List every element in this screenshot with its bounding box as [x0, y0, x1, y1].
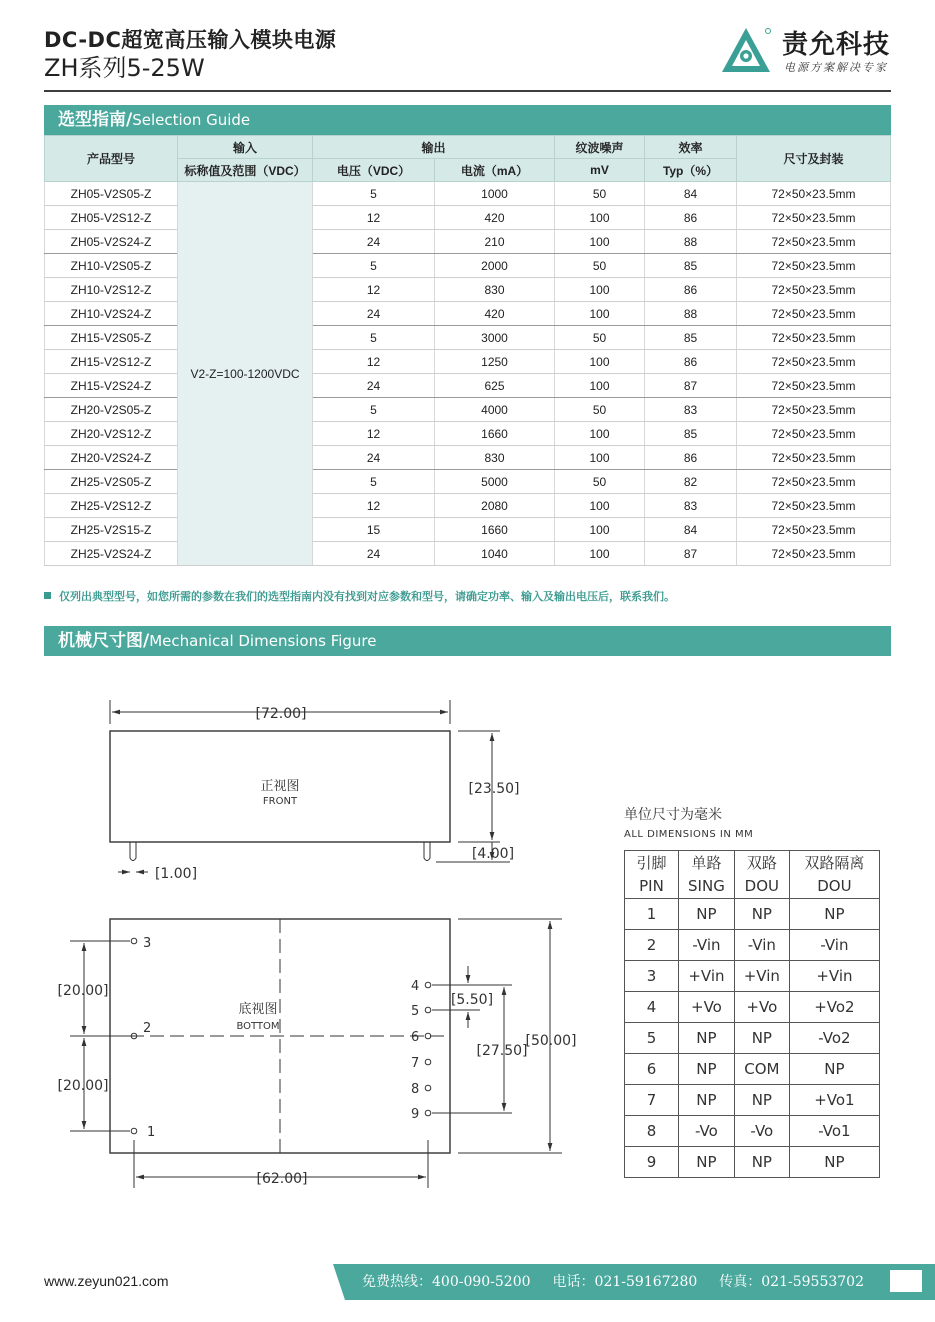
- pin-cell: 9: [625, 1147, 679, 1178]
- cell-model: ZH25-V2S12-Z: [45, 494, 178, 518]
- pin-head-en-2: DOU: [734, 875, 789, 899]
- cell-ripple: 50: [555, 470, 645, 494]
- pin-cell: 5: [625, 1023, 679, 1054]
- pin-table: [624, 850, 880, 1178]
- col-ripple: 纹波噪声: [555, 136, 645, 159]
- cell-voltage: 15: [313, 518, 435, 542]
- cell-current: 1660: [435, 518, 555, 542]
- col-current: 电流（mA）: [435, 159, 555, 182]
- pin-3-hole: [131, 938, 137, 944]
- pin-head-cn-3: 双路隔离: [789, 851, 879, 875]
- pin-7-hole: [425, 1059, 431, 1065]
- cell-efficiency: 83: [645, 398, 737, 422]
- pin-cell: 6: [625, 1054, 679, 1085]
- cell-ripple: 50: [555, 254, 645, 278]
- front-pin-left: [130, 842, 136, 861]
- cell-voltage: 5: [313, 254, 435, 278]
- cell-ripple: 100: [555, 422, 645, 446]
- cell-efficiency: 85: [645, 422, 737, 446]
- brand-slogan: 电源方案解决专家: [784, 61, 888, 74]
- cell-efficiency: 83: [645, 494, 737, 518]
- cell-voltage: 5: [313, 326, 435, 350]
- product-title: DC-DC超宽高压输入模块电源: [44, 28, 337, 52]
- page-number-box: [890, 1270, 922, 1292]
- cell-ripple: 100: [555, 350, 645, 374]
- bottom-view-label-en: BOTTOM: [236, 1021, 280, 1032]
- cell-voltage: 24: [313, 230, 435, 254]
- cell-model: ZH10-V2S12-Z: [45, 278, 178, 302]
- pin-row: [625, 930, 880, 961]
- cell-size: 72×50×23.5mm: [737, 518, 891, 542]
- pin-cell: +Vin: [789, 961, 879, 992]
- pin-cell: -Vin: [679, 930, 735, 961]
- pin-number-3: 3: [143, 936, 152, 951]
- cell-model: ZH20-V2S12-Z: [45, 422, 178, 446]
- cell-current: 830: [435, 278, 555, 302]
- cell-size: 72×50×23.5mm: [737, 542, 891, 566]
- cell-ripple: 50: [555, 182, 645, 206]
- pin-cell: NP: [679, 1023, 735, 1054]
- col-input-range: 标称值及范围（VDC）: [178, 159, 313, 182]
- pin-cell: 1: [625, 899, 679, 930]
- footer-phone: 电话：021-59167280: [552, 1274, 698, 1290]
- cell-current: 1660: [435, 422, 555, 446]
- cell-efficiency: 86: [645, 350, 737, 374]
- cell-current: 4000: [435, 398, 555, 422]
- cell-current: 210: [435, 230, 555, 254]
- pin-cell: +Vin: [679, 961, 735, 992]
- dim-pitch-a: [20.00]: [57, 983, 109, 999]
- cell-voltage: 12: [313, 206, 435, 230]
- cell-size: 72×50×23.5mm: [737, 278, 891, 302]
- footer-website-link[interactable]: www.zeyun021.com: [44, 1273, 169, 1289]
- cell-model: ZH15-V2S12-Z: [45, 350, 178, 374]
- dim-pin-pitch: [5.50]: [450, 992, 494, 1008]
- cell-voltage: 5: [313, 182, 435, 206]
- pin-row: [625, 961, 880, 992]
- cell-ripple: 100: [555, 206, 645, 230]
- cell-size: 72×50×23.5mm: [737, 326, 891, 350]
- selection-note-text: 仅列出典型型号，如您所需的参数在我们的选型指南内没有找到对应参数和型号，请确定功率、输入及输出电压后，联系我们。: [59, 590, 675, 603]
- pin-5-hole: [425, 1007, 431, 1013]
- units-note-cn: 单位尺寸为毫米: [624, 807, 722, 823]
- pin-cell: NP: [789, 1054, 879, 1085]
- cell-ripple: 100: [555, 374, 645, 398]
- pin-row: [625, 1054, 880, 1085]
- pin-row: [625, 1023, 880, 1054]
- dim-pin-span: [27.50]: [476, 1043, 528, 1059]
- pin-9-hole: [425, 1110, 431, 1116]
- cell-current: 420: [435, 206, 555, 230]
- dim-pin-row: [62.00]: [256, 1171, 308, 1187]
- cell-ripple: 100: [555, 230, 645, 254]
- footer-fax: 传真：021-59553702: [719, 1274, 864, 1290]
- brand-name: 责允科技: [782, 30, 891, 60]
- cell-voltage: 12: [313, 494, 435, 518]
- pin-cell: NP: [734, 1023, 789, 1054]
- pin-cell: NP: [789, 899, 879, 930]
- cell-ripple: 100: [555, 278, 645, 302]
- cell-efficiency: 88: [645, 230, 737, 254]
- pin-row: [625, 992, 880, 1023]
- pin-cell: +Vo: [679, 992, 735, 1023]
- cell-voltage: 12: [313, 278, 435, 302]
- cell-efficiency: 88: [645, 302, 737, 326]
- pin-cell: -Vo: [734, 1116, 789, 1147]
- pin-cell: 2: [625, 930, 679, 961]
- cell-model: ZH05-V2S24-Z: [45, 230, 178, 254]
- cell-current: 625: [435, 374, 555, 398]
- cell-efficiency: 86: [645, 206, 737, 230]
- pin-cell: -Vin: [789, 930, 879, 961]
- pin-head-cn-1: 单路: [679, 851, 735, 875]
- pin-cell: 8: [625, 1116, 679, 1147]
- pin-cell: +Vo1: [789, 1085, 879, 1116]
- pin-row: [625, 899, 880, 930]
- pin-head-en-3: DOU: [789, 875, 879, 899]
- col-efficiency: 效率: [645, 136, 737, 159]
- pin-row: [625, 1147, 880, 1178]
- cell-size: 72×50×23.5mm: [737, 350, 891, 374]
- dim-pin-diameter: [1.00]: [154, 866, 198, 882]
- cell-voltage: 12: [313, 350, 435, 374]
- pin-head-cn-2: 双路: [734, 851, 789, 875]
- cell-efficiency: 87: [645, 374, 737, 398]
- pin-cell: NP: [734, 1085, 789, 1116]
- cell-model: ZH10-V2S05-Z: [45, 254, 178, 278]
- pin-cell: NP: [789, 1147, 879, 1178]
- cell-current: 420: [435, 302, 555, 326]
- pin-cell: NP: [734, 1147, 789, 1178]
- cell-model: ZH20-V2S24-Z: [45, 446, 178, 470]
- mechanical-title-cn: 机械尺寸图/: [58, 631, 150, 651]
- front-view-label-cn: 正视图: [260, 779, 300, 794]
- cell-ripple: 100: [555, 494, 645, 518]
- cell-model: ZH15-V2S05-Z: [45, 326, 178, 350]
- pin-head-en-1: SING: [679, 875, 735, 899]
- product-series: ZH系列5-25W: [44, 54, 205, 82]
- cell-ripple: 100: [555, 542, 645, 566]
- pin-1-hole: [131, 1128, 137, 1134]
- front-pin-right: [424, 842, 430, 861]
- pin-head-cn-0: 引脚: [625, 851, 679, 875]
- pin-cell: NP: [679, 899, 735, 930]
- dim-pitch-b: [20.00]: [57, 1078, 109, 1094]
- cell-size: 72×50×23.5mm: [737, 302, 891, 326]
- cell-voltage: 24: [313, 302, 435, 326]
- cell-size: 72×50×23.5mm: [737, 494, 891, 518]
- pin-8-hole: [425, 1085, 431, 1091]
- pin-cell: NP: [734, 899, 789, 930]
- footer-contacts: [362, 1271, 886, 1291]
- pin-cell: NP: [679, 1147, 735, 1178]
- cell-current: 3000: [435, 326, 555, 350]
- col-model: 产品型号: [45, 136, 178, 182]
- pin-number-1: 1: [147, 1125, 156, 1140]
- pin-number-8: 8: [411, 1082, 420, 1097]
- cell-model: ZH20-V2S05-Z: [45, 398, 178, 422]
- pin-head-en-0: PIN: [625, 875, 679, 899]
- cell-size: 72×50×23.5mm: [737, 446, 891, 470]
- cell-efficiency: 84: [645, 182, 737, 206]
- cell-model: ZH10-V2S24-Z: [45, 302, 178, 326]
- cell-voltage: 5: [313, 398, 435, 422]
- cell-current: 830: [435, 446, 555, 470]
- pin-number-7: 7: [411, 1056, 420, 1071]
- dim-width: [72.00]: [255, 706, 307, 722]
- cell-efficiency: 87: [645, 542, 737, 566]
- cell-size: 72×50×23.5mm: [737, 422, 891, 446]
- pin-cell: -Vo: [679, 1116, 735, 1147]
- cell-size: 72×50×23.5mm: [737, 374, 891, 398]
- units-note-en: ALL DIMENSIONS IN MM: [624, 829, 754, 840]
- dim-depth: [50.00]: [525, 1033, 577, 1049]
- cell-model: ZH25-V2S05-Z: [45, 470, 178, 494]
- cell-model: ZH05-V2S12-Z: [45, 206, 178, 230]
- cell-efficiency: 84: [645, 518, 737, 542]
- pin-cell: NP: [679, 1085, 735, 1116]
- cell-input-range: V2-Z=100-1200VDC: [178, 182, 313, 566]
- dim-pin-length: [4.00]: [471, 846, 515, 862]
- pin-number-9: 9: [411, 1107, 420, 1122]
- cell-efficiency: 85: [645, 326, 737, 350]
- cell-ripple: 100: [555, 518, 645, 542]
- cell-ripple: 50: [555, 326, 645, 350]
- cell-size: 72×50×23.5mm: [737, 254, 891, 278]
- pin-cell: -Vin: [734, 930, 789, 961]
- cell-ripple: 100: [555, 446, 645, 470]
- cell-current: 2080: [435, 494, 555, 518]
- cell-ripple: 50: [555, 398, 645, 422]
- pin-cell: NP: [679, 1054, 735, 1085]
- cell-model: ZH15-V2S24-Z: [45, 374, 178, 398]
- cell-ripple: 100: [555, 302, 645, 326]
- pin-number-2: 2: [143, 1021, 152, 1036]
- pin-number-4: 4: [411, 979, 420, 994]
- cell-current: 1000: [435, 182, 555, 206]
- cell-current: 5000: [435, 470, 555, 494]
- col-input: 输入: [178, 136, 313, 159]
- col-efficiency-unit: Typ（%）: [645, 159, 737, 182]
- cell-size: 72×50×23.5mm: [737, 230, 891, 254]
- cell-voltage: 12: [313, 422, 435, 446]
- cell-efficiency: 86: [645, 446, 737, 470]
- cell-current: 2000: [435, 254, 555, 278]
- mechanical-title-en: Mechanical Dimensions Figure: [149, 632, 377, 650]
- pin-cell: 3: [625, 961, 679, 992]
- cell-voltage: 24: [313, 446, 435, 470]
- col-size: 尺寸及封装: [737, 136, 891, 182]
- cell-voltage: 24: [313, 542, 435, 566]
- cell-size: 72×50×23.5mm: [737, 182, 891, 206]
- pin-row: [625, 1085, 880, 1116]
- pin-number-5: 5: [411, 1004, 420, 1019]
- cell-current: 1250: [435, 350, 555, 374]
- footer-hotline: 免费热线：400-090-5200: [362, 1274, 531, 1290]
- pin-cell: -Vo1: [789, 1116, 879, 1147]
- cell-size: 72×50×23.5mm: [737, 206, 891, 230]
- cell-model: ZH05-V2S05-Z: [45, 182, 178, 206]
- cell-model: ZH25-V2S15-Z: [45, 518, 178, 542]
- cell-size: 72×50×23.5mm: [737, 470, 891, 494]
- cell-efficiency: 82: [645, 470, 737, 494]
- pin-cell: +Vin: [734, 961, 789, 992]
- col-output: 输出: [313, 136, 555, 159]
- bottom-view-label-cn: 底视图: [238, 1002, 278, 1017]
- cell-model: ZH25-V2S24-Z: [45, 542, 178, 566]
- pin-6-hole: [425, 1033, 431, 1039]
- cell-efficiency: 85: [645, 254, 737, 278]
- col-ripple-unit: mV: [555, 159, 645, 182]
- cell-size: 72×50×23.5mm: [737, 398, 891, 422]
- pin-cell: +Vo: [734, 992, 789, 1023]
- selection-guide-title-cn: 选型指南/: [58, 110, 133, 130]
- pin-cell: 4: [625, 992, 679, 1023]
- selection-guide-title-en: Selection Guide: [132, 111, 251, 129]
- pin-4-hole: [425, 982, 431, 988]
- cell-voltage: 5: [313, 470, 435, 494]
- pin-row: [625, 1116, 880, 1147]
- pin-cell: -Vo2: [789, 1023, 879, 1054]
- cell-efficiency: 86: [645, 278, 737, 302]
- pin-cell: COM: [734, 1054, 789, 1085]
- cell-voltage: 24: [313, 374, 435, 398]
- front-view-label-en: FRONT: [262, 796, 298, 807]
- col-voltage: 电压（VDC）: [313, 159, 435, 182]
- dim-height: [23.50]: [468, 781, 520, 797]
- cell-current: 1040: [435, 542, 555, 566]
- pin-cell: 7: [625, 1085, 679, 1116]
- pin-cell: +Vo2: [789, 992, 879, 1023]
- pin-number-6: 6: [411, 1030, 420, 1045]
